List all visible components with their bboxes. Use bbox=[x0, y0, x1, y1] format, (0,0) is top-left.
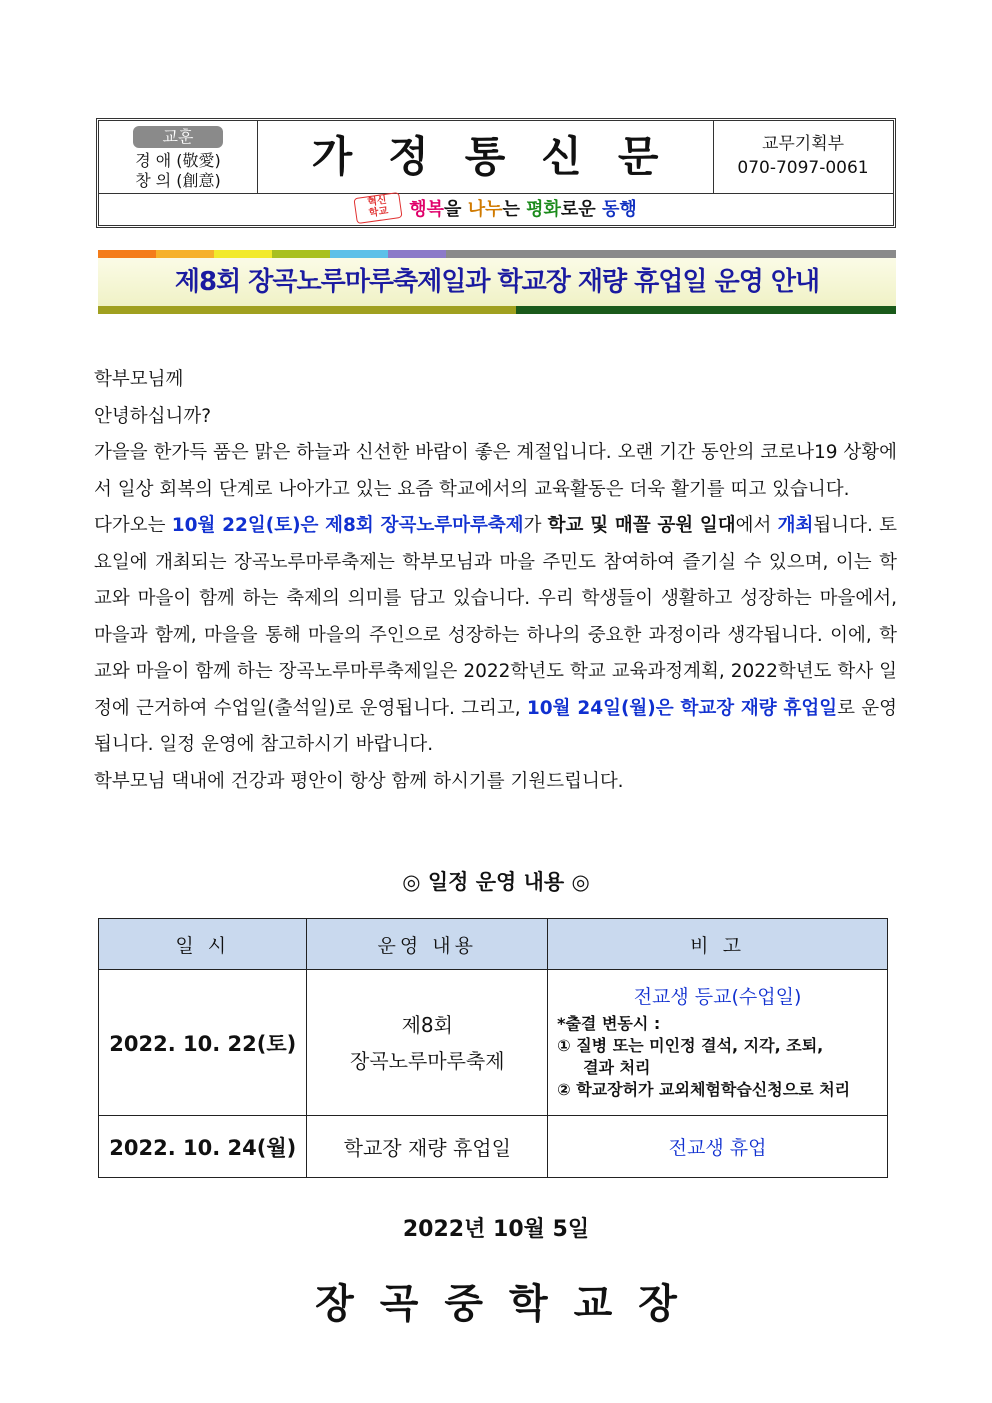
banner-stripe bbox=[446, 250, 896, 258]
department-info bbox=[713, 121, 893, 193]
department-name: 교무기획부 bbox=[761, 134, 845, 154]
row1-note bbox=[548, 970, 888, 1116]
notice-banner bbox=[98, 250, 896, 316]
paragraph-closing: 학부모님 댁내에 건강과 평안이 항상 함께 하시기를 기원드립니다. bbox=[94, 770, 624, 792]
table-header-row bbox=[99, 919, 888, 970]
slogan-word-6: 로운 bbox=[560, 199, 602, 220]
banner-stripe bbox=[156, 250, 214, 258]
slogan-word-2: 을 bbox=[444, 199, 468, 220]
row2-date: 2022. 10. 24(월) bbox=[99, 1116, 307, 1178]
schedule-heading: ◎ 일정 운영 내용 ◎ bbox=[402, 870, 590, 894]
motto-line-2: 창 의 (創意) bbox=[135, 171, 221, 190]
banner-stripe bbox=[214, 250, 272, 258]
banner-stripe bbox=[98, 306, 516, 314]
highlight-location: 학교 및 매꼴 공원 일대 bbox=[547, 515, 736, 536]
school-slogan bbox=[99, 193, 893, 227]
highlight-festival-date: 10월 22일(토)은 제8회 장곡노루마루축제 bbox=[171, 515, 524, 536]
banner-stripe bbox=[272, 250, 330, 258]
motto-line-1: 경 애 (敬愛) bbox=[135, 151, 221, 170]
table-row bbox=[99, 1116, 888, 1178]
slogan-word-3: 나누 bbox=[467, 199, 503, 220]
column-header-content: 운영 내용 bbox=[307, 919, 548, 970]
banner-stripe bbox=[98, 250, 156, 258]
principal-signature: 장곡중학교장 bbox=[315, 1281, 703, 1327]
row1-content-line2: 장곡노루마루축제 bbox=[350, 1048, 505, 1073]
header-top-row bbox=[99, 121, 893, 194]
greeting-recipient: 학부모님께 bbox=[94, 369, 184, 390]
banner-stripe bbox=[388, 250, 446, 258]
row1-date: 2022. 10. 22(토) bbox=[99, 970, 307, 1116]
column-header-note: 비 고 bbox=[548, 919, 888, 970]
highlight-held: 개최 bbox=[777, 515, 814, 536]
slogan-word-1: 행복 bbox=[409, 199, 445, 220]
highlight-holiday-date: 10월 24일(월)은 학교장 재량 휴업일 bbox=[526, 697, 838, 719]
paragraph-festival: 다가오는 10월 22일(토)은 제8회 장곡노루마루축제가 학교 및 매꼴 공원 일대에서 개최됩니다. 토요일에 개최되는 장곡노루마루축제는 학부모님과 마을 주민도 참여하여 즐기실 수 있으며, 이는 학교와 마을이 함께 하는 축제의 의미를 담고 있습니다. 우리 학생들이 생활하고 성장하는 마을에서, 마을과 함께, 마을을 통해 마을의 주인으로 성장하는 하나의 중요한 과정이라 생각됩니다. 이에, 학교와 마을이 함께 하는 장곡노루마루축제일은 2022학년도 학교 교육과정계획, 2022학년도 학사 일정에 근거하여 수업일(출석일)로 운영됩니다. 그리고, 10월 24일(월)은 학교장 재량 휴업일로 운영됩니다. 일정 운영에 참고하시기 바랍니다. bbox=[94, 515, 897, 755]
schedule-table bbox=[98, 918, 888, 1178]
slogan-word-7: 동행 bbox=[601, 199, 637, 220]
banner-stripe bbox=[330, 250, 388, 258]
banner-title: 제8회 장곡노루마루축제일과 학교장 재량 휴업일 운영 안내 bbox=[174, 267, 820, 297]
department-phone: 070-7097-0061 bbox=[737, 158, 869, 178]
page-title: 가정통신문 bbox=[257, 121, 714, 193]
issue-date: 2022년 10월 5일 bbox=[402, 1217, 590, 1242]
innovation-school-seal-icon: 혁신 학교 bbox=[354, 192, 403, 224]
letter-body bbox=[94, 362, 897, 800]
paragraph-intro: 가을을 한가득 품은 맑은 하늘과 신선한 바람이 좋은 계절입니다. 오랜 기간 동안의 코로나19 상황에서 일상 회복의 단계로 나아가고 있는 요즘 학교에서의 교육활동은 더욱 활기를 띠고 있습니다. bbox=[94, 442, 897, 500]
newsletter-header bbox=[96, 118, 896, 228]
row1-note-title: 전교생 등교(수업일) bbox=[633, 986, 802, 1008]
row2-content: 학교장 재량 휴업일 bbox=[307, 1116, 548, 1178]
row1-content-line1: 제8회 bbox=[401, 1012, 453, 1037]
row1-note-list: *출결 변동시 : ① 질병 또는 미인정 결석, 지각, 조퇴, 결과 처리 ② 학교장허가 교외체험학습신청으로 처리 bbox=[557, 1014, 851, 1099]
banner-stripe bbox=[516, 306, 896, 314]
greeting-hello: 안녕하십니까? bbox=[94, 405, 212, 427]
row1-content bbox=[307, 970, 548, 1116]
row2-note: 전교생 휴업 bbox=[548, 1116, 888, 1178]
column-header-date: 일 시 bbox=[99, 919, 307, 970]
slogan-word-4: 는 bbox=[502, 199, 527, 220]
table-row bbox=[99, 970, 888, 1116]
school-motto bbox=[99, 121, 258, 193]
slogan-word-5: 평화 bbox=[526, 199, 561, 220]
motto-badge: 교훈 bbox=[133, 126, 223, 148]
